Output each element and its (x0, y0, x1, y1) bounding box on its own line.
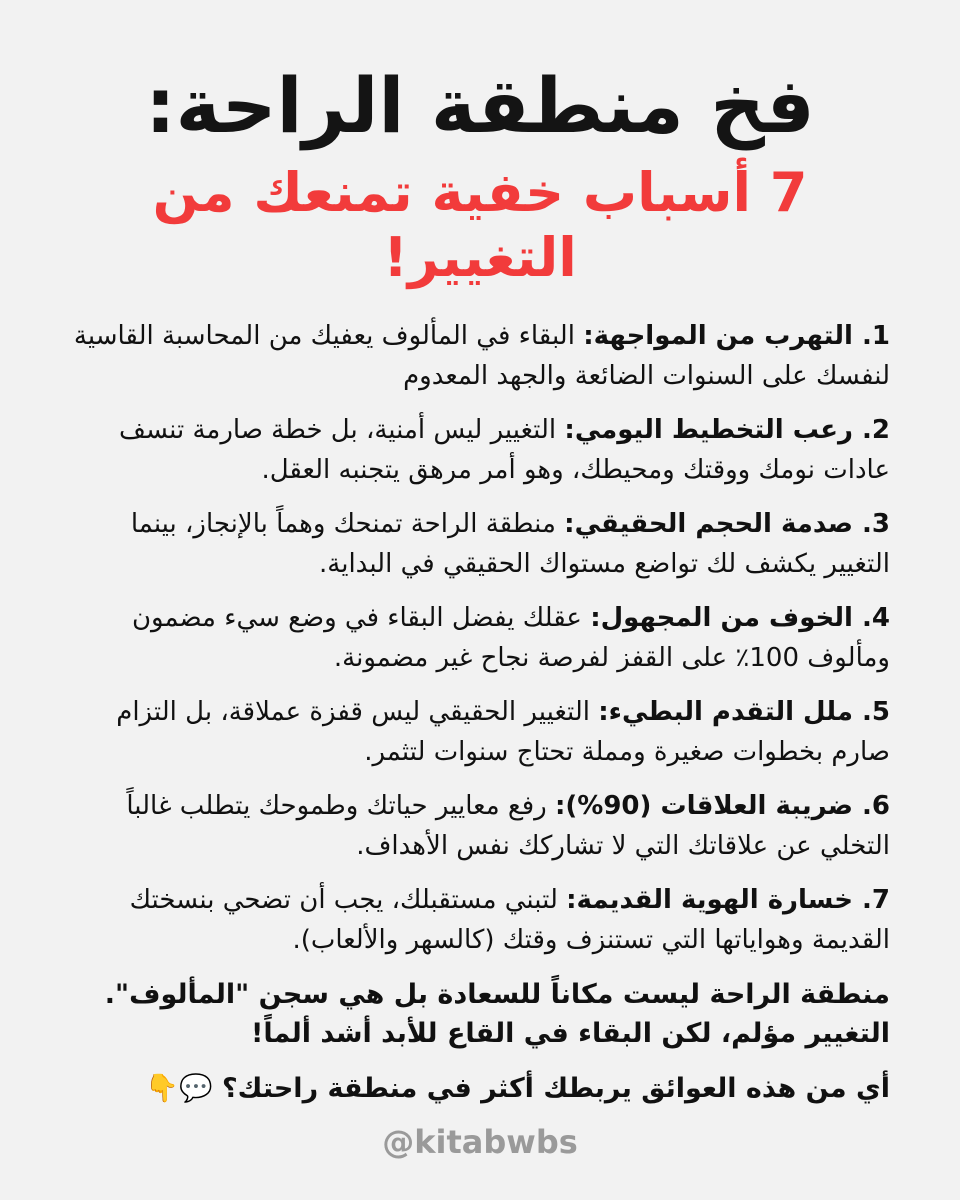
list-item (70, 505, 890, 584)
list-item (70, 787, 890, 866)
item-heading: 3. صدمة الحجم الحقيقي: (564, 509, 890, 540)
list-item (70, 693, 890, 772)
item-heading: 4. الخوف من المجهول: (590, 603, 890, 634)
list-item (70, 317, 890, 396)
item-heading: 1. التهرب من المواجهة: (583, 320, 890, 351)
item-text: لتبني مستقبلك، يجب أن تضحي بنسختك القديمة وهواياتها التي تستنزف وقتك (كالسهر والألعاب). (129, 885, 890, 955)
page-subtitle: 7 أسباب خفية تمنعك من التغيير! (152, 161, 808, 290)
item-heading: 2. رعب التخطيط اليومي: (564, 415, 890, 446)
item-heading: 7. خسارة الهوية القديمة: (566, 885, 890, 916)
question-text: أي من هذه العوائق يربطك أكثر في منطقة راحتك؟ (212, 1073, 890, 1105)
list-item (70, 599, 890, 678)
list-item (70, 881, 890, 960)
item-text: عقلك يفضل البقاء في وضع سيء مضمون ومألوف 100٪ على القفز لفرصة نجاح غير مضمونة. (131, 603, 890, 673)
item-text: منطقة الراحة تمنحك وهماً بالإنجاز، بينما التغيير يكشف لك تواضع مستواك الحقيقي في البداية. (130, 509, 890, 579)
item-text: رفع معايير حياتك وطموحك يتطلب غالباً التخلي عن علاقاتك التي لا تشاركك نفس الأهداف. (126, 791, 890, 861)
item-text: التغيير ليس أمنية، بل خطة صارمة تنسف عادات نومك ووقتك ومحيطك، وهو أمر مرهق يتجنبه العقل. (119, 415, 890, 485)
item-text: البقاء في المألوف يعفيك من المحاسبة القاسية لنفسك على السنوات الضائعة والجهد المعدوم (73, 320, 890, 391)
list-item (70, 411, 890, 490)
account-handle: @kitabwbs (382, 1122, 578, 1161)
item-heading: 5. ملل التقدم البطيء: (598, 697, 890, 728)
closing-statement: منطقة الراحة ليست مكاناً للسعادة بل هي سجن "المألوف". التغيير مؤلم، لكن البقاء في القاع للأبد أشد ألماً! (104, 979, 890, 1050)
item-heading: 6. ضريبة العلاقات (90%): (555, 791, 890, 822)
speech-bubble-pointing-down-icon: 💬👇 (145, 1073, 213, 1105)
reasons-list (70, 317, 890, 960)
page-title: فخ منطقة الراحة: (145, 61, 815, 150)
engagement-question (70, 1069, 890, 1108)
item-text: التغيير الحقيقي ليس قفزة عملاقة، بل التزام صارم بخطوات صغيرة ومملة تحتاج سنوات لتثمر. (116, 697, 890, 767)
